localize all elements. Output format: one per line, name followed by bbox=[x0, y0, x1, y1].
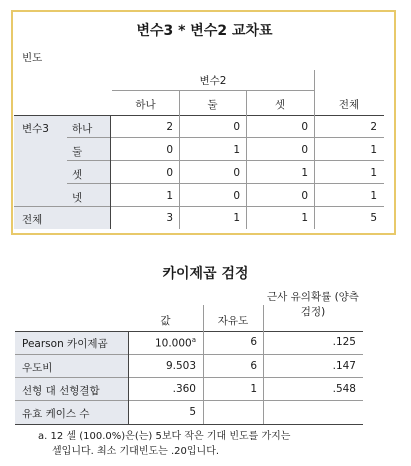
row-label-1: 하나 bbox=[72, 123, 93, 135]
cell: 3 bbox=[166, 212, 173, 224]
cell: 0 bbox=[233, 167, 240, 179]
chisq-value: 5 bbox=[189, 406, 196, 418]
cell: 0 bbox=[301, 144, 308, 156]
crosstab-title: 변수3 * 변수2 교차표 bbox=[136, 23, 273, 39]
crosstab-subtitle: 빈도 bbox=[22, 52, 43, 64]
chisq-value: 9.503 bbox=[165, 360, 196, 372]
chisq-value: .360 bbox=[172, 383, 196, 395]
row-label-4: 넷 bbox=[72, 192, 83, 204]
cell: 0 bbox=[233, 121, 240, 133]
chisq-sig: .147 bbox=[332, 360, 356, 372]
col-header-2: 둘 bbox=[207, 99, 218, 111]
row-label-3: 셋 bbox=[72, 169, 83, 181]
cell: 0 bbox=[233, 190, 240, 202]
chisq-value: 10.000$^a$ bbox=[154, 336, 196, 350]
chisq-header-value: 값 bbox=[160, 315, 171, 327]
chisq-footnote-line1: a. 12 셀 (100.0%)은(는) 5보다 작은 기대 빈도를 가지는 bbox=[38, 431, 291, 442]
col-header-3: 셋 bbox=[274, 99, 286, 111]
total-row-label: 전체 bbox=[22, 214, 43, 226]
col-header-4: 전체 bbox=[338, 99, 360, 111]
chisq-row-label-1: Pearson 카이제곱 bbox=[22, 338, 108, 350]
chisq-df: 1 bbox=[250, 383, 257, 395]
chisq-df: 6 bbox=[250, 336, 257, 348]
chisq-sig: .548 bbox=[332, 383, 356, 395]
chisq-header-df: 자유도 bbox=[217, 315, 249, 327]
col-header-1: 하나 bbox=[135, 99, 156, 111]
row-group-label: 변수3 bbox=[22, 123, 49, 135]
cell: 0 bbox=[166, 167, 173, 179]
chisq-row-label-3: 선형 대 선형결합 bbox=[22, 385, 100, 397]
cell: 1 bbox=[233, 212, 240, 224]
cell: 1 bbox=[233, 144, 240, 156]
cell: 5 bbox=[370, 212, 377, 224]
chisq-footnote-line2: 셀입니다. 최소 기대빈도는 .20입니다. bbox=[52, 446, 220, 457]
chisq-sig: .125 bbox=[332, 336, 356, 348]
chisq-df: 6 bbox=[250, 360, 257, 372]
cell: 2 bbox=[166, 121, 173, 133]
cell: 2 bbox=[370, 121, 377, 133]
chisq-row-label-4: 유효 케이스 수 bbox=[22, 408, 90, 420]
row-label-2: 둘 bbox=[72, 146, 83, 158]
cell: 0 bbox=[301, 121, 308, 133]
cell: 1 bbox=[301, 167, 308, 179]
cell: 0 bbox=[166, 144, 173, 156]
cell: 1 bbox=[166, 190, 173, 202]
cell: 1 bbox=[370, 144, 377, 156]
cell: 0 bbox=[301, 190, 308, 202]
chisq-header-sig: 근사 유의확률 (양측검정) bbox=[267, 291, 359, 318]
col-group-header: 변수2 bbox=[199, 75, 227, 87]
chisq-row-label-2: 우도비 bbox=[22, 362, 53, 374]
chisq-title: 카이제곱 검정 bbox=[162, 266, 249, 282]
cell: 1 bbox=[370, 190, 377, 202]
cell: 1 bbox=[301, 212, 308, 224]
cell: 1 bbox=[370, 167, 377, 179]
